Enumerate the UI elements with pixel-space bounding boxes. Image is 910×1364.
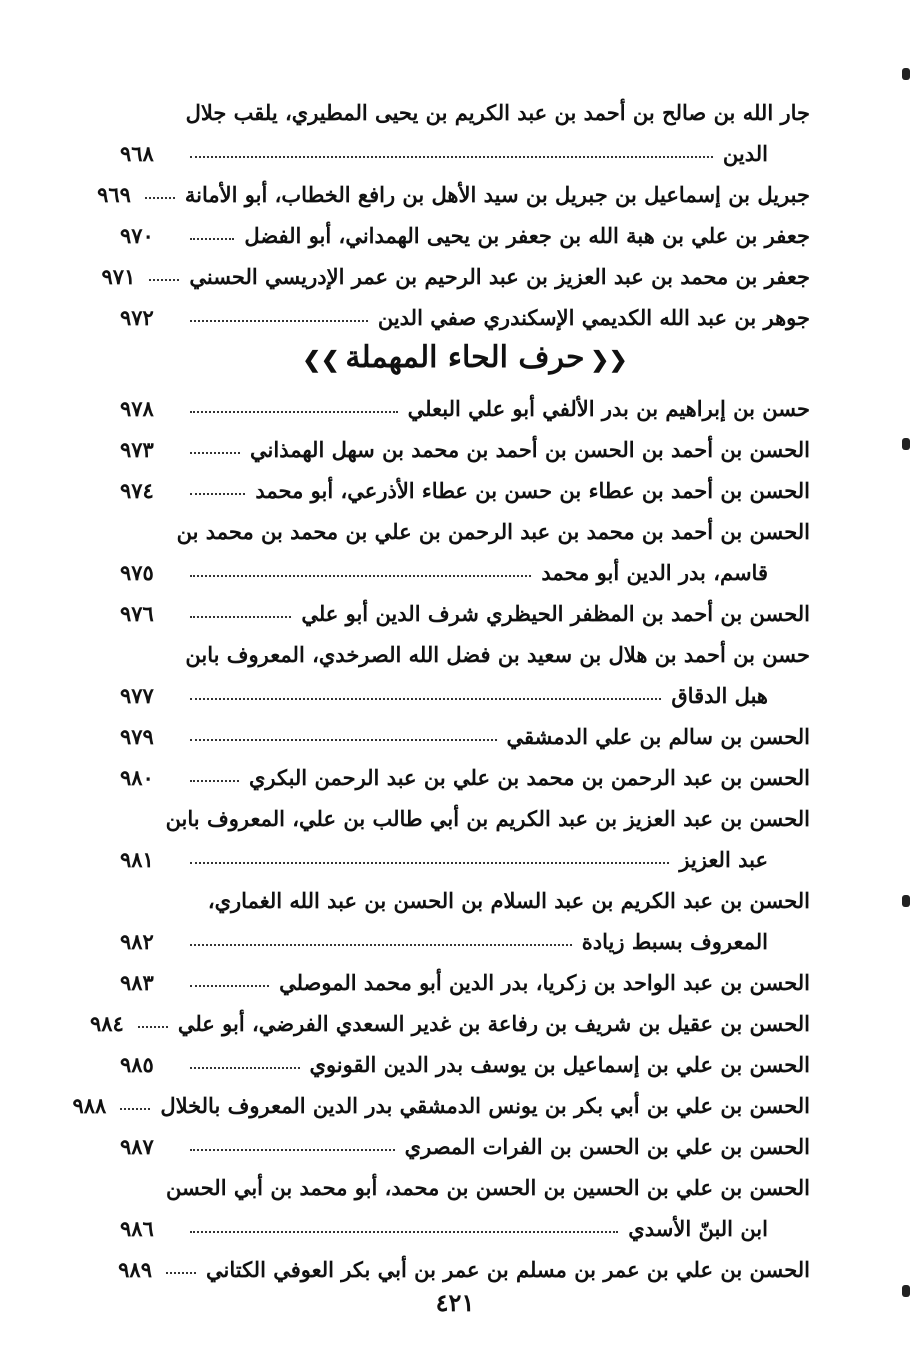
- leader-dots: [190, 1231, 618, 1233]
- entry-name: جبريل بن إسماعيل بن جبريل بن سيد الأهل بن رافع الخطاب، أبو الأمانة: [184, 181, 810, 207]
- leader-dots: [190, 944, 572, 946]
- leader-dots: [145, 197, 175, 199]
- edge-mark: [902, 895, 910, 907]
- entry-page-number: ٩٦٩: [97, 181, 131, 207]
- index-entry: [120, 462, 810, 503]
- index-page: [72, 84, 810, 1282]
- entry-name: الحسن بن أحمد بن محمد بن عبد الرحمن بن علي بن محمد بن محمد بن: [176, 518, 810, 544]
- leader-dots: [190, 320, 368, 322]
- section-heading: [120, 330, 810, 380]
- ornament-left-icon: ❯❯: [302, 347, 340, 373]
- entry-page-number: ٩٧٣: [120, 436, 154, 462]
- entry-name: الحسن بن عقيل بن شريف بن رفاعة بن غدير السعدي الفرضي، أبو علي: [177, 1010, 810, 1036]
- leader-dots: [190, 156, 713, 158]
- entry-name: الحسن بن علي بن إسماعيل بن يوسف بدر الدين القونوي: [309, 1051, 810, 1077]
- entry-page-number: ٩٨٨: [72, 1092, 107, 1118]
- index-entry: [120, 84, 810, 166]
- entry-name: الحسن بن سالم بن علي الدمشقي: [506, 723, 810, 749]
- entry-name: جار الله بن صالح بن أحمد بن عبد الكريم بن يحيى المطيري، يلقب جلال: [185, 99, 810, 125]
- index-entry: [120, 749, 810, 790]
- entry-name-continuation: المعروف بسبط زيادة: [581, 928, 768, 954]
- entry-page-number: ٩٦٨: [120, 140, 154, 166]
- entry-page-number: ٩٧٥: [120, 559, 154, 585]
- entry-page-number: ٩٧٨: [120, 395, 154, 421]
- entry-name-continuation: قاسم، بدر الدين أبو محمد: [541, 559, 768, 585]
- index-entry: [120, 585, 810, 626]
- entry-page-number: ٩٨٣: [120, 969, 154, 995]
- entry-page-number: ٩٧١: [101, 263, 136, 289]
- index-entry: [120, 954, 810, 995]
- entry-name: جعفر بن علي بن هبة الله بن جعفر بن يحيى الهمداني، أبو الفضل: [244, 222, 810, 248]
- entry-page-number: ٩٧٠: [120, 222, 154, 248]
- index-entry: [90, 995, 810, 1036]
- entry-page-number: ٩٨٤: [90, 1010, 124, 1036]
- leader-dots: [190, 862, 669, 864]
- entry-name: الحسن بن علي بن عمر بن مسلم بن عمر بن أبي بكر العوفي الكتاني: [206, 1256, 810, 1282]
- edge-mark: [902, 68, 910, 80]
- index-entry: [120, 872, 810, 954]
- entry-name: الحسن بن علي بن الحسن بن الفرات المصري: [404, 1133, 810, 1159]
- leader-dots: [190, 411, 398, 413]
- entry-name-continuation: ابن البنّ الأسدي: [628, 1215, 768, 1241]
- index-entry: [120, 626, 810, 708]
- entry-name: الحسن بن أحمد بن عطاء بن حسن بن عطاء الأذرعي، أبو محمد: [255, 477, 810, 503]
- index-entry: [120, 708, 810, 749]
- entry-name: الحسن بن علي بن الحسين بن الحسن بن محمد، أبو محمد بن أبي الحسن: [166, 1174, 810, 1200]
- index-entry: [120, 1118, 810, 1159]
- leader-dots: [120, 1108, 150, 1110]
- index-entry: [101, 248, 810, 289]
- leader-dots: [149, 279, 179, 281]
- leader-dots: [190, 616, 291, 618]
- entry-name: الحسن بن أحمد بن الحسن بن أحمد بن محمد بن سهل الهمذاني: [250, 436, 810, 462]
- entry-name: الحسن بن علي بن أبي بكر بن يونس الدمشقي بدر الدين المعروف بالخلال: [160, 1092, 810, 1118]
- entry-name: الحسن بن أحمد بن المظفر الحيظري شرف الدين أبو علي: [301, 600, 810, 626]
- index-entry: [120, 1241, 810, 1282]
- index-entry: [120, 289, 810, 330]
- entry-page-number: ٩٧٧: [120, 682, 154, 708]
- entries-after-section: [72, 380, 810, 1282]
- entry-page-number: ٩٨٥: [120, 1051, 154, 1077]
- leader-dots: [190, 493, 245, 495]
- leader-dots: [190, 1067, 300, 1069]
- leader-dots: [190, 985, 269, 987]
- edge-mark: [902, 1285, 910, 1297]
- entry-page-number: ٩٧٤: [120, 477, 154, 503]
- leader-dots: [190, 780, 239, 782]
- entry-name: حسن بن إبراهيم بن بدر الألفي أبو علي البعلي: [407, 395, 810, 421]
- entry-page-number: ٩٨٩: [118, 1256, 152, 1282]
- entry-page-number: ٩٧٩: [120, 723, 154, 749]
- ornament-right-icon: ❮❮: [590, 347, 628, 373]
- leader-dots: [190, 575, 531, 577]
- entry-page-number: ٩٨٧: [120, 1133, 154, 1159]
- entry-page-number: ٩٨١: [120, 846, 154, 872]
- index-entry: [120, 207, 810, 248]
- entry-page-number: ٩٧٦: [120, 600, 154, 626]
- entry-page-number: ٩٧٢: [120, 304, 154, 330]
- entry-name: الحسن بن عبد الرحمن بن محمد بن علي بن عبد الرحمن البكري: [248, 764, 810, 790]
- entry-name-continuation: هبل الدقاق: [671, 682, 768, 708]
- entry-name: حسن بن أحمد بن هلال بن سعيد بن فضل الله الصرخدي، المعروف بابن: [185, 641, 810, 667]
- entry-page-number: ٩٨٦: [120, 1215, 154, 1241]
- leader-dots: [190, 739, 497, 741]
- index-entry: [72, 1077, 810, 1118]
- index-entry: [120, 380, 810, 421]
- index-entry: [120, 503, 810, 585]
- entry-page-number: ٩٨٠: [120, 764, 154, 790]
- entries-before-section: [97, 84, 810, 330]
- section-heading-text: حرف الحاء المهملة: [345, 340, 585, 375]
- entry-name-continuation: عبد العزيز: [679, 846, 768, 872]
- leader-dots: [166, 1272, 196, 1274]
- entry-name: جعفر بن محمد بن عبد العزيز بن عبد الرحيم بن عمر الإدريسي الحسني: [189, 263, 810, 289]
- index-entry: [120, 1159, 810, 1241]
- leader-dots: [190, 1149, 395, 1151]
- index-entry: [120, 790, 810, 872]
- index-entry: [97, 166, 810, 207]
- entry-name-continuation: الدين: [722, 140, 768, 166]
- entry-name: الحسن بن عبد الكريم بن عبد السلام بن الحسن بن عبد الله الغماري،: [207, 887, 810, 913]
- leader-dots: [138, 1026, 168, 1028]
- leader-dots: [190, 698, 661, 700]
- entry-name: الحسن بن عبد الواحد بن زكريا، بدر الدين أبو محمد الموصلي: [279, 969, 810, 995]
- edge-mark: [902, 438, 910, 450]
- entry-page-number: ٩٨٢: [120, 928, 154, 954]
- index-entry: [120, 1036, 810, 1077]
- entry-name: الحسن بن عبد العزيز بن عبد الكريم بن أبي طالب بن علي، المعروف بابن: [165, 805, 810, 831]
- entry-name: جوهر بن عبد الله الكديمي الإسكندري صفي الدين: [377, 304, 810, 330]
- leader-dots: [190, 238, 234, 240]
- page-number: ٤٢١: [435, 1288, 475, 1317]
- index-entry: [120, 421, 810, 462]
- leader-dots: [190, 452, 240, 454]
